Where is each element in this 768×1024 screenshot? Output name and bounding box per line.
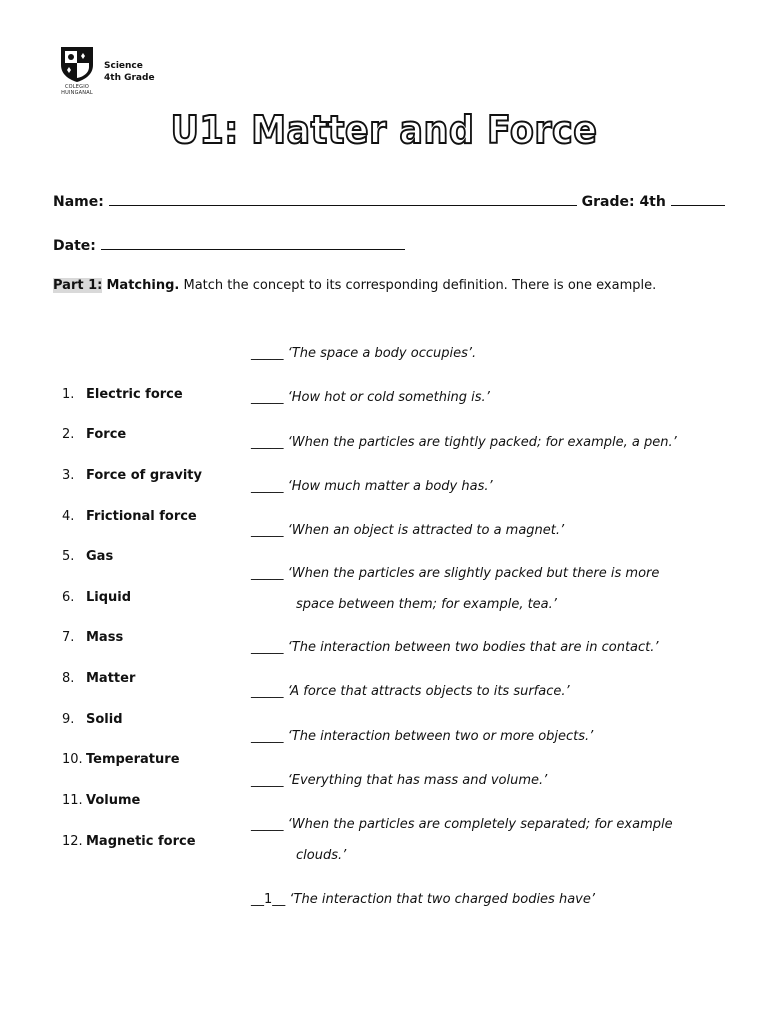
definition-item — [251, 817, 673, 832]
definition-continuation: space between them; for example, tea.’ — [296, 597, 557, 612]
concept-number: 6. — [62, 590, 75, 605]
date-label: Date: — [53, 238, 96, 254]
definition-text: ‘How much matter a body has.’ — [287, 479, 493, 494]
subject-block — [104, 60, 155, 84]
grade-label: Grade: 4th — [581, 194, 666, 210]
definition-item — [251, 729, 593, 744]
concept-term: Force of gravity — [86, 468, 202, 483]
concept-number: 8. — [62, 671, 75, 686]
definition-text: ‘When the particles are tightly packed; for example, a pen.’ — [287, 435, 677, 450]
concept-item — [62, 671, 135, 686]
definition-text: ‘A force that attracts objects to its surface.’ — [287, 684, 570, 699]
concept-item — [62, 549, 113, 564]
date-input-line[interactable] — [101, 235, 405, 250]
concept-term: Frictional force — [86, 509, 197, 524]
answer-blank[interactable]: _____ — [251, 346, 284, 361]
definition-item — [251, 523, 564, 538]
part-label: Part 1: — [53, 278, 103, 293]
definition-text: ‘Everything that has mass and volume.’ — [287, 773, 548, 788]
school-name: COLEGIO HUINGANAL — [61, 84, 93, 96]
concept-term: Gas — [86, 549, 114, 564]
worksheet-title: U1: Matter and Force — [170, 108, 598, 152]
shield-icon — [58, 45, 96, 83]
grade-input-line[interactable] — [671, 191, 725, 206]
subject-name: Science — [104, 61, 143, 71]
concept-number: 12. — [62, 834, 83, 849]
concept-number: 10. — [62, 752, 83, 767]
concept-term: Solid — [86, 712, 123, 727]
answer-blank[interactable]: _____ — [251, 729, 284, 744]
concept-term: Temperature — [86, 752, 180, 767]
concept-item — [62, 834, 196, 849]
concept-term: Magnetic force — [86, 834, 196, 849]
definition-continuation: clouds.’ — [296, 848, 347, 863]
answer-blank[interactable]: _____ — [251, 566, 284, 581]
concept-number: 11. — [62, 793, 83, 808]
definition-text: ‘The interaction between two bodies that are in contact.’ — [287, 640, 659, 655]
answer-blank[interactable]: _____ — [251, 773, 284, 788]
definition-text: ‘The interaction that two charged bodies have’ — [289, 892, 595, 907]
concept-number: 2. — [62, 427, 75, 442]
date-field-row — [53, 235, 405, 254]
definition-item — [251, 390, 490, 405]
name-field-row — [53, 191, 725, 210]
concept-term: Volume — [86, 793, 141, 808]
answer-blank[interactable]: _____ — [251, 640, 284, 655]
concept-number: 3. — [62, 468, 75, 483]
concept-term: Mass — [86, 630, 124, 645]
concept-item — [62, 468, 202, 483]
concept-term: Force — [86, 427, 127, 442]
concept-item — [62, 509, 197, 524]
answer-blank[interactable]: __1__ — [251, 892, 286, 907]
answer-blank[interactable]: _____ — [251, 390, 284, 405]
definition-item — [251, 566, 659, 581]
grade-level: 4th Grade — [104, 73, 155, 83]
answer-blank[interactable]: _____ — [251, 479, 284, 494]
definition-text: ‘When the particles are completely separated; for example — [287, 817, 673, 832]
instructions-text: Match the concept to its corresponding definition. There is one example. — [183, 278, 657, 293]
definition-item — [251, 346, 476, 361]
school-logo — [58, 45, 96, 96]
definition-text: ‘When the particles are slightly packed but there is more — [287, 566, 660, 581]
name-input-line[interactable] — [109, 191, 577, 206]
answer-blank[interactable]: _____ — [251, 523, 284, 538]
concept-number: 4. — [62, 509, 75, 524]
concept-term: Electric force — [86, 387, 183, 402]
definition-text: ‘When an object is attracted to a magnet.’ — [287, 523, 565, 538]
concept-term: Liquid — [86, 590, 132, 605]
answer-blank[interactable]: _____ — [251, 684, 284, 699]
answer-blank[interactable]: _____ — [251, 435, 284, 450]
answer-blank[interactable]: _____ — [251, 817, 284, 832]
definition-item — [251, 479, 493, 494]
definition-item — [251, 435, 677, 450]
definition-item — [251, 640, 659, 655]
concept-item — [62, 427, 126, 442]
name-label: Name: — [53, 194, 104, 210]
concept-number: 9. — [62, 712, 75, 727]
section-label: Matching. — [106, 278, 180, 293]
concept-term: Matter — [86, 671, 136, 686]
definition-item — [251, 684, 570, 699]
concept-number: 5. — [62, 549, 75, 564]
definition-text: ‘The interaction between two or more objects.’ — [287, 729, 594, 744]
part1-instructions — [53, 278, 656, 293]
definition-text: ‘How hot or cold something is.’ — [287, 390, 490, 405]
concept-item — [62, 712, 123, 727]
concept-number: 1. — [62, 387, 75, 402]
concept-item — [62, 590, 131, 605]
definition-item — [251, 773, 547, 788]
concept-item — [62, 752, 180, 767]
concept-item — [62, 387, 183, 402]
concept-number: 7. — [62, 630, 75, 645]
concept-item — [62, 793, 140, 808]
definition-item — [251, 892, 595, 907]
definition-text: ‘The space a body occupies’. — [287, 346, 477, 361]
concept-item — [62, 630, 123, 645]
